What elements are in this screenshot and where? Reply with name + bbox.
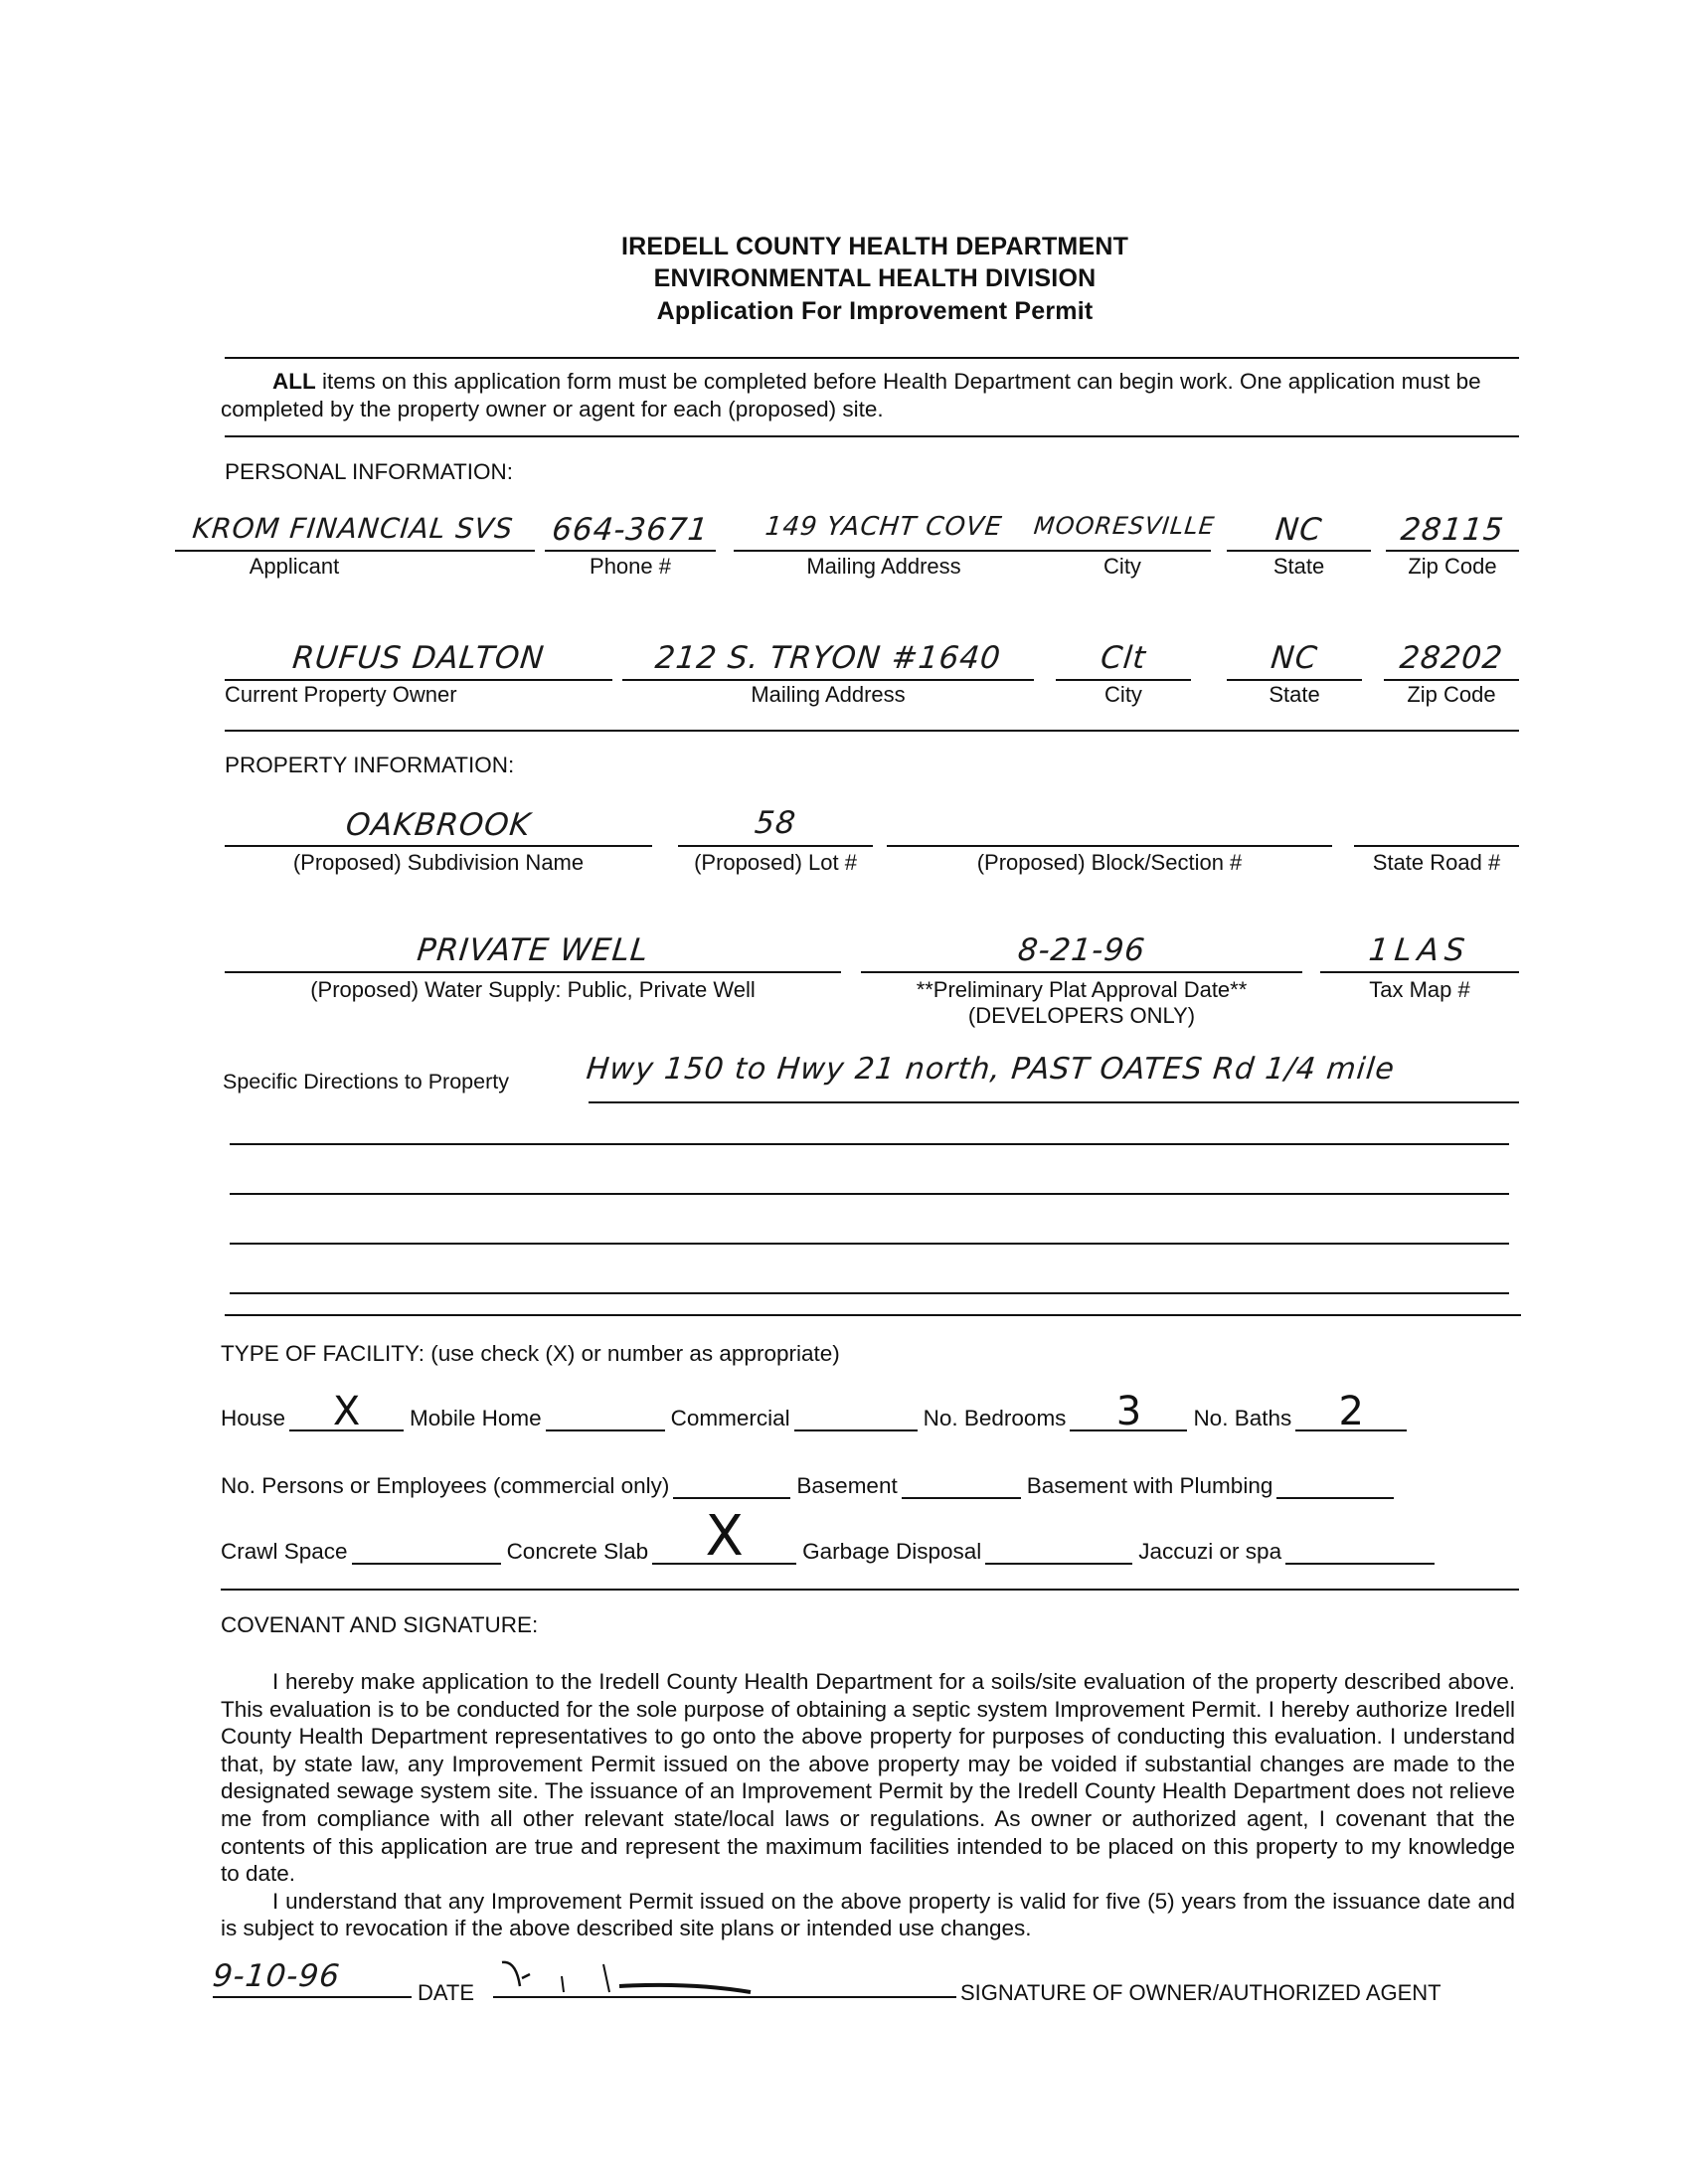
mobile-home-field[interactable] — [546, 1404, 665, 1431]
owner-state-value[interactable]: NC — [1269, 640, 1320, 676]
directions-line-5[interactable] — [230, 1292, 1509, 1294]
basement-plumbing-label: Basement with Plumbing — [1026, 1473, 1273, 1498]
applicant-phone-value[interactable]: 664-3671 — [550, 512, 711, 548]
applicant-phone-field[interactable] — [545, 550, 716, 552]
applicant-label: Applicant — [249, 554, 340, 579]
tax-map-label: Tax Map # — [1369, 977, 1470, 1002]
applicant-zip-label: Zip Code — [1408, 554, 1497, 579]
house-label: House — [221, 1406, 286, 1430]
block-field[interactable] — [887, 845, 1332, 847]
header-divider — [225, 357, 1519, 359]
applicant-state-label: State — [1272, 554, 1325, 579]
applicant-state-value[interactable]: NC — [1273, 512, 1324, 548]
facility-row-1 — [221, 1389, 1517, 1434]
department-title: IREDELL COUNTY HEALTH DEPARTMENT — [620, 233, 1129, 260]
owner-state-field[interactable] — [1227, 679, 1362, 681]
plat-date-label: **Preliminary Plat Approval Date** — [916, 977, 1248, 1002]
facility-divider — [221, 1589, 1519, 1591]
owner-label: Current Property Owner — [225, 682, 457, 707]
water-supply-field[interactable] — [225, 971, 841, 973]
tax-map-value[interactable]: 1LAS — [1367, 932, 1472, 968]
applicant-address-label: Mailing Address — [806, 554, 961, 579]
owner-city-label: City — [1104, 682, 1142, 707]
property-info-heading: PROPERTY INFORMATION: — [225, 753, 515, 777]
applicant-address-value[interactable]: 149 YACHT COVE — [763, 512, 1004, 542]
date-value[interactable]: 9-10-96 — [211, 1958, 342, 1994]
signature-mark — [492, 1956, 850, 1998]
directions-line-4[interactable] — [230, 1243, 1509, 1245]
applicant-zip-value[interactable]: 28115 — [1399, 512, 1506, 548]
covenant-text — [221, 1668, 1515, 1942]
lot-value[interactable]: 58 — [753, 805, 798, 841]
plat-date-sublabel: (DEVELOPERS ONLY) — [967, 1003, 1196, 1028]
crawl-space-field[interactable] — [352, 1537, 501, 1565]
concrete-slab-field[interactable] — [652, 1504, 796, 1569]
concrete-slab-mark: X — [705, 1504, 744, 1569]
applicant-state-field[interactable] — [1227, 550, 1371, 552]
state-road-field[interactable] — [1354, 845, 1519, 847]
jacuzzi-label: Jaccuzi or spa — [1138, 1539, 1282, 1564]
intro-rest: items on this application form must be completed before Health Department can begin work. One application must be completed by the property owner or agent for each (proposed) site. — [221, 369, 1481, 421]
owner-zip-field[interactable] — [1384, 679, 1519, 681]
house-mark: X — [332, 1389, 361, 1434]
applicant-name-field[interactable] — [175, 550, 535, 552]
crawl-space-label: Crawl Space — [221, 1539, 348, 1564]
directions-field[interactable] — [589, 1101, 1519, 1103]
date-label: DATE — [418, 1980, 475, 2005]
jacuzzi-field[interactable] — [1285, 1537, 1435, 1565]
facility-row-2 — [221, 1471, 1517, 1499]
owner-name-field[interactable] — [225, 679, 612, 681]
garbage-disposal-label: Garbage Disposal — [802, 1539, 982, 1564]
facility-heading: TYPE OF FACILITY: (use check (X) or number as appropriate) — [221, 1341, 840, 1366]
basement-plumbing-field[interactable] — [1276, 1471, 1394, 1499]
baths-mark: 2 — [1338, 1389, 1364, 1434]
owner-address-field[interactable] — [622, 679, 1034, 681]
division-title: ENVIRONMENTAL HEALTH DIVISION — [653, 264, 1097, 292]
personal-divider — [225, 730, 1519, 732]
directions-value[interactable]: Hwy 150 to Hwy 21 north, PAST OATES Rd 1/4 mile — [585, 1052, 1397, 1087]
owner-zip-label: Zip Code — [1407, 682, 1496, 707]
basement-field[interactable] — [902, 1471, 1021, 1499]
intro-bold: ALL — [272, 369, 316, 394]
subdivision-field[interactable] — [225, 845, 652, 847]
directions-line-2[interactable] — [230, 1143, 1509, 1145]
signature-label: SIGNATURE OF OWNER/AUTHORIZED AGENT — [960, 1980, 1441, 2005]
lot-field[interactable] — [678, 845, 873, 847]
applicant-name-value[interactable]: KROM FINANCIAL SVS — [191, 512, 515, 545]
persons-label: No. Persons or Employees (commercial only) — [221, 1473, 670, 1498]
bedrooms-mark: 3 — [1115, 1389, 1142, 1434]
commercial-field[interactable] — [794, 1404, 918, 1431]
water-supply-value[interactable]: PRIVATE WELL — [415, 932, 651, 968]
covenant-paragraph-2: I understand that any Improvement Permit issued on the above property is valid for five (5) years from the issuance date and is subject to revocation if the above described site plans or intended use changes. — [221, 1888, 1515, 1941]
form-title: Application For Improvement Permit — [656, 297, 1094, 325]
phone-label: Phone # — [590, 554, 671, 579]
owner-zip-value[interactable]: 28202 — [1398, 640, 1505, 676]
house-field[interactable] — [289, 1389, 404, 1434]
applicant-zip-field[interactable] — [1386, 550, 1519, 552]
bedrooms-label: No. Bedrooms — [923, 1406, 1067, 1430]
baths-field[interactable] — [1295, 1389, 1407, 1434]
persons-field[interactable] — [673, 1471, 790, 1499]
bedrooms-field[interactable] — [1070, 1389, 1187, 1434]
directions-label: Specific Directions to Property — [223, 1070, 509, 1093]
basement-label: Basement — [796, 1473, 898, 1498]
property-divider — [225, 1314, 1521, 1316]
owner-address-value[interactable]: 212 S. TRYON #1640 — [653, 640, 1003, 676]
owner-address-label: Mailing Address — [751, 682, 906, 707]
owner-state-label: State — [1269, 682, 1320, 707]
date-field[interactable] — [213, 1996, 412, 1998]
applicant-city-value[interactable]: MOORESVILLE — [1032, 512, 1217, 540]
subdivision-label: (Proposed) Subdivision Name — [292, 850, 585, 875]
intro-divider — [225, 435, 1519, 437]
plat-date-value[interactable]: 8-21-96 — [1016, 932, 1147, 968]
applicant-city-label: City — [1103, 554, 1141, 579]
applicant-address-field[interactable] — [734, 550, 1034, 552]
owner-city-field[interactable] — [1056, 679, 1191, 681]
applicant-city-field[interactable] — [1034, 550, 1211, 552]
subdivision-value[interactable]: OAKBROOK — [344, 807, 533, 843]
mobile-home-label: Mobile Home — [410, 1406, 542, 1430]
personal-info-heading: PERSONAL INFORMATION: — [225, 459, 514, 484]
lot-label: (Proposed) Lot # — [694, 850, 857, 875]
garbage-disposal-field[interactable] — [985, 1537, 1132, 1565]
concrete-slab-label: Concrete Slab — [506, 1539, 649, 1564]
tax-map-field[interactable] — [1320, 971, 1519, 973]
commercial-label: Commercial — [670, 1406, 790, 1430]
owner-name-value[interactable]: RUFUS DALTON — [290, 640, 547, 676]
water-supply-label: (Proposed) Water Supply: Public, Private Well — [310, 977, 756, 1002]
owner-city-value[interactable]: Clt — [1099, 640, 1148, 676]
covenant-paragraph-1: I hereby make application to the Iredell County Health Department for a soils/site evaluation of the property described above. This evaluation is to be conducted for the sole purpose of obtaining a septic system Improvement Permit. I hereby authorize Iredell County Health Department representatives to go onto the above property for purposes of conducting this evaluation. I understand that, by state law, any Improvement Permit issued on the above property may be voided if substantial changes are made to the designated sewage system site. The issuance of an Improvement Permit by the Iredell County Health Department does not relieve me from compliance with all other relevant state/local laws or regulations. As owner or authorized agent, I covenant that the contents of this application are true and represent the maximum facilities intended to be placed on this property to my knowledge to date. — [221, 1669, 1515, 1887]
signature-scribble-icon — [492, 1956, 850, 1998]
intro-text — [221, 368, 1515, 422]
facility-row-3 — [221, 1504, 1517, 1569]
block-label: (Proposed) Block/Section # — [976, 850, 1243, 875]
signature-field[interactable] — [493, 1996, 956, 1998]
state-road-label: State Road # — [1372, 850, 1501, 875]
baths-label: No. Baths — [1193, 1406, 1292, 1430]
covenant-heading: COVENANT AND SIGNATURE: — [221, 1612, 539, 1637]
directions-line-3[interactable] — [230, 1193, 1509, 1195]
plat-date-field[interactable] — [861, 971, 1302, 973]
